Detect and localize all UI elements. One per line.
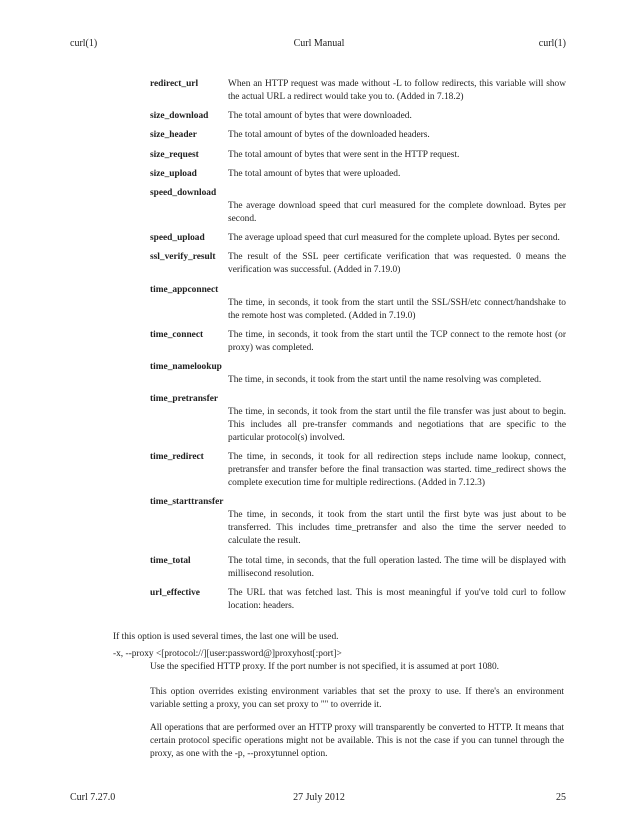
header-center: Curl Manual — [293, 38, 345, 49]
definition-item — [150, 232, 566, 245]
header-left: curl(1) — [70, 38, 98, 49]
definition-item — [150, 329, 566, 355]
definition-description: The time, in seconds, it took from the start until the file transfer was just about to begin. This includes all pre-transfer commands and negotiations that are specific to the particular protocol(s) involved. — [228, 407, 566, 444]
variable-definitions — [150, 78, 566, 619]
definition-item — [150, 129, 566, 142]
definition-term: size_request — [150, 149, 199, 160]
definition-item — [150, 393, 566, 445]
definition-term: url_effective — [150, 587, 200, 598]
definition-description: The time, in seconds, it took from the start until the SSL/SSH/etc connect/handshake to the remote host was completed. (Added in 7.19.0) — [228, 297, 566, 321]
footer-right: 25 — [556, 792, 566, 803]
definition-item — [150, 361, 566, 387]
definition-description: The total amount of bytes that were uploaded. — [228, 168, 401, 179]
definition-term: redirect_url — [150, 79, 199, 89]
repeat-note: If this option is used several times, the last one will be used. — [113, 632, 339, 642]
proxy-option-description: Use the specified HTTP proxy. If the port number is not specified, it is assumed at port 1080. — [150, 662, 499, 672]
definition-term: time_appconnect — [150, 284, 219, 295]
definition-term: time_redirect — [150, 452, 204, 463]
definition-description: The average upload speed that curl measured for the complete upload. Bytes per second. — [228, 233, 560, 244]
definition-term: time_total — [150, 555, 191, 566]
definition-term: time_pretransfer — [150, 394, 219, 405]
definition-item — [150, 451, 566, 490]
definition-term: speed_download — [150, 187, 217, 198]
definition-term: speed_upload — [150, 233, 205, 244]
definition-description: The total amount of bytes that were downloaded. — [228, 111, 412, 122]
definition-description: When an HTTP request was made without -L to follow redirects, this variable will show the actual URL a redirect would take you to. (Added in 7.18.2) — [228, 79, 566, 102]
definition-term: time_starttransfer — [150, 497, 224, 508]
proxy-override-paragraph: This option overrides existing environment variables that set the proxy to use. If there's an environment variable setting a proxy, you can set proxy to "" to override it. — [150, 687, 564, 710]
definition-item — [150, 496, 566, 548]
footer-left: Curl 7.27.0 — [70, 792, 116, 803]
definition-term: size_download — [150, 111, 209, 122]
definition-description: The result of the SSL peer certificate verification that was requested. 0 means the verification was successful. (Added in 7.19.0) — [228, 252, 566, 276]
definition-item — [150, 284, 566, 323]
definition-description: The time, in seconds, it took from the start until the TCP connect to the remote host (or proxy) was completed. — [228, 329, 566, 353]
definition-description: The total time, in seconds, that the full operation lasted. The time will be displayed with millisecond resolution. — [228, 555, 566, 579]
definition-term: ssl_verify_result — [150, 252, 216, 263]
proxy-convert-paragraph: All operations that are performed over an HTTP proxy will transparently be converted to HTTP. It means that certain protocol specific operations might not be available. This is not the case if you can tunnel through the proxy, as one with the -p, --proxytunnel option. — [150, 723, 564, 759]
definition-term: time_namelookup — [150, 361, 222, 372]
definition-description: The total amount of bytes of the downloaded headers. — [228, 130, 430, 141]
definition-item — [150, 168, 566, 181]
definition-item — [150, 187, 566, 226]
definition-description: The total amount of bytes that were sent in the HTTP request. — [228, 149, 460, 160]
definition-term: time_connect — [150, 329, 204, 340]
definition-item — [150, 78, 566, 104]
definition-description: The time, in seconds, it took for all redirection steps include name lookup, connect, pretransfer and transfer before the final transaction was started. time_redirect shows the complete execution time for multiple redirections. (Added in 7.12.3) — [228, 452, 566, 489]
definition-item — [150, 555, 566, 581]
definition-description: The time, in seconds, it took from the start until the first byte was just about to be transferred. This includes time_pretransfer and also the time the server needed to calculate the result. — [228, 510, 566, 547]
definition-description: The time, in seconds, it took from the start until the name resolving was completed. — [228, 374, 542, 385]
definition-item — [150, 110, 566, 123]
definition-description: The average download speed that curl measured for the complete download. Bytes per second. — [228, 200, 566, 224]
definition-term: size_upload — [150, 168, 197, 179]
definition-term: size_header — [150, 130, 197, 141]
definition-description: The URL that was fetched last. This is most meaningful if you've told curl to follow location: headers. — [228, 587, 566, 611]
footer-center: 27 July 2012 — [293, 792, 345, 803]
proxy-option-signature: -x, --proxy <[protocol://][user:password@]proxyhost[:port]> — [113, 649, 342, 659]
header-right: curl(1) — [538, 38, 566, 49]
definition-item — [150, 587, 566, 613]
definition-item — [150, 149, 566, 162]
definition-item — [150, 251, 566, 277]
